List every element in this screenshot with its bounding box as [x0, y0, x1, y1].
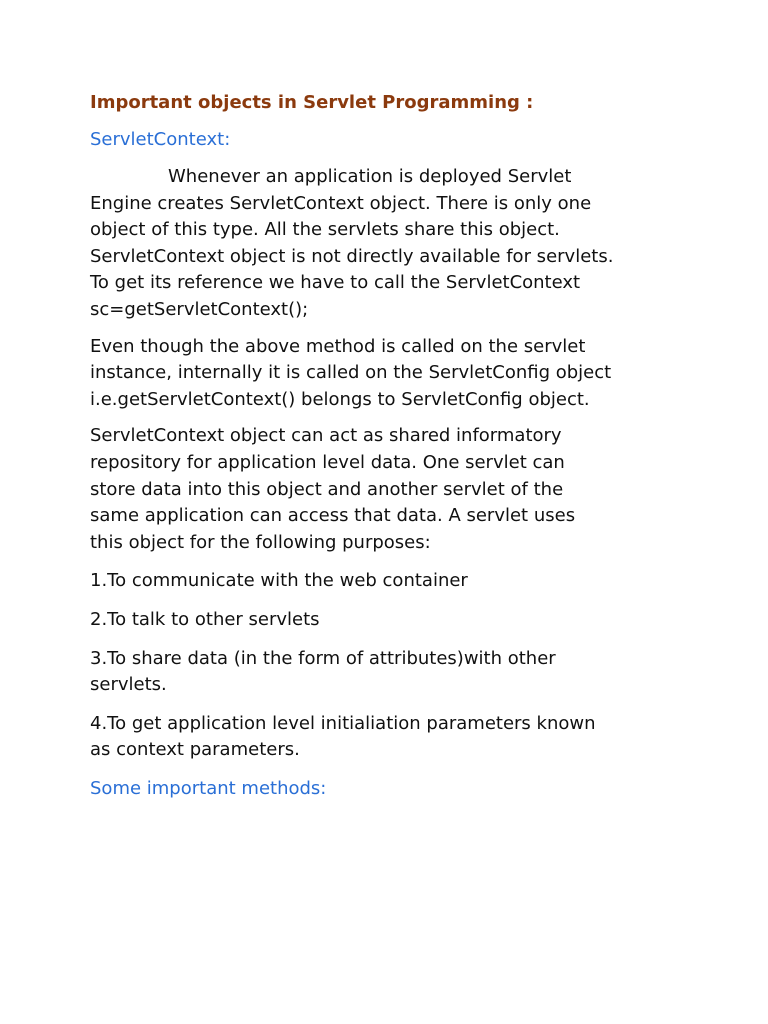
- paragraph-line: repository for application level data. One servlet can: [90, 451, 565, 473]
- section-heading-servletcontext: ServletContext:: [90, 129, 231, 150]
- list-item-line: 1.To communicate with the web container: [90, 570, 468, 592]
- paragraph-line: i.e.getServletContext() belongs to ServletConfig object.: [90, 388, 590, 410]
- list-item-line: servlets.: [90, 674, 167, 696]
- list-item-line: 3.To share data (in the form of attributes)with other: [90, 647, 556, 669]
- paragraph-shared-repository: [90, 423, 690, 556]
- paragraph-line: instance, internally it is called on the ServletConfig object: [90, 362, 612, 384]
- paragraph-deployment: [90, 164, 690, 324]
- paragraph-line: object of this type. All the servlets share this object.: [90, 219, 560, 241]
- list-item-line: 4.To get application level initialiation parameters known: [90, 712, 596, 734]
- paragraph-line: same application can access that data. A servlet uses: [90, 505, 576, 527]
- document-content: [90, 88, 690, 803]
- paragraph-line: Engine creates ServletContext object. There is only one: [90, 192, 592, 214]
- paragraph-line: ServletContext object is not directly available for servlets.: [90, 245, 614, 267]
- paragraph-line: Even though the above method is called on the servlet: [90, 335, 586, 357]
- purpose-item-2: [90, 607, 690, 634]
- paragraph-line: ServletContext object can act as shared informatory: [90, 425, 562, 447]
- section-heading-methods: Some important methods:: [90, 777, 327, 799]
- list-item-line: as context parameters.: [90, 739, 300, 761]
- purpose-item-1: [90, 568, 690, 595]
- document-title: Important objects in Servlet Programming :: [90, 92, 534, 113]
- list-item-line: 2.To talk to other servlets: [90, 608, 320, 630]
- paragraph-line: sc=getServletContext();: [90, 298, 309, 320]
- purpose-item-4: [90, 711, 690, 764]
- paragraph-line: Whenever an application is deployed Servlet: [168, 166, 572, 187]
- paragraph-line: store data into this object and another servlet of the: [90, 478, 564, 500]
- paragraph-line: To get its reference we have to call the ServletContext: [90, 272, 581, 294]
- paragraph-servletconfig: [90, 334, 690, 414]
- paragraph-line: this object for the following purposes:: [90, 531, 431, 553]
- purpose-item-3: [90, 646, 690, 699]
